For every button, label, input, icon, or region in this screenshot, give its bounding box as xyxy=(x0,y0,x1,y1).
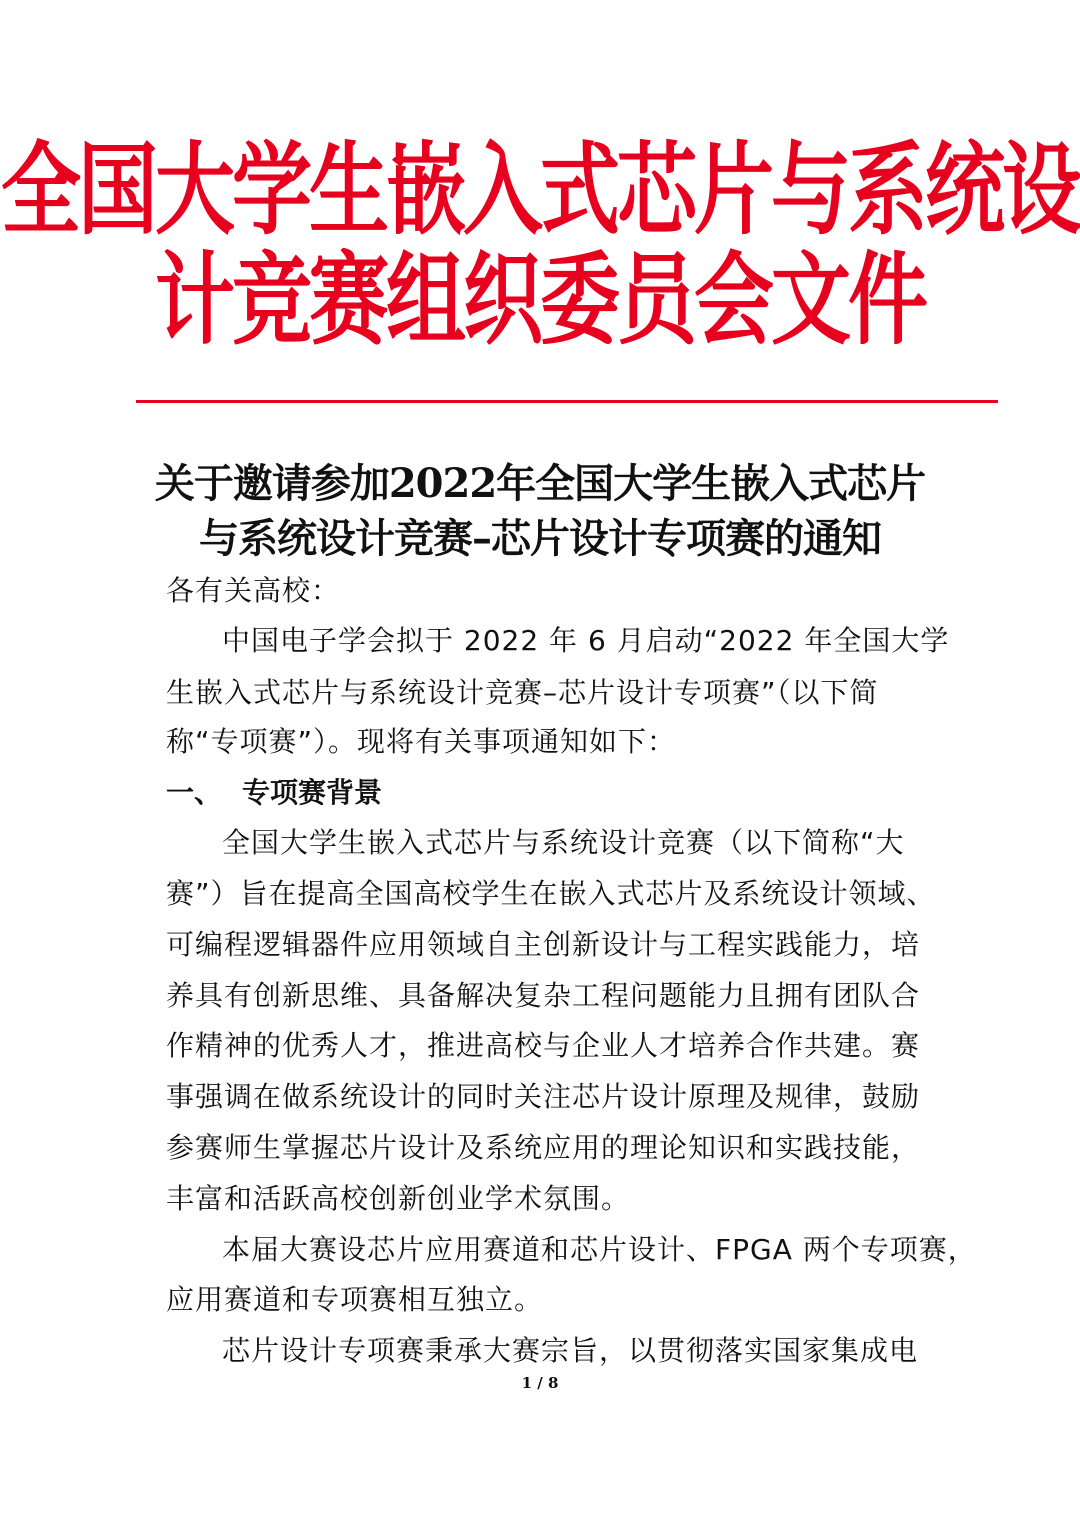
para3-line-1: 芯片设计专项赛秉承大赛宗旨，以贯彻落实国家集成电 xyxy=(222,1334,919,1367)
masthead-line-1: 全国大学生嵌入式芯片与系统设 xyxy=(1,131,1079,248)
intro-line-3: 称“专项赛”）。现将有关事项通知如下： xyxy=(166,725,677,758)
section-title: 专项赛背景 xyxy=(242,776,383,809)
para2-line-1: 本届大赛设芯片应用赛道和芯片设计、FPGA 两个专项赛， xyxy=(222,1233,977,1266)
para1-line-8: 丰富和活跃高校创新创业学术氛围。 xyxy=(166,1182,631,1215)
para1-line-4: 养具有创新思维、具备解决复杂工程问题能力且拥有团队合 xyxy=(166,979,921,1012)
para1-line-1: 全国大学生嵌入式芯片与系统设计竞赛（以下简称“大 xyxy=(222,826,905,859)
para1-line-2: 赛”）旨在提高全国高校学生在嵌入式芯片及系统设计领域、 xyxy=(166,877,936,910)
section-number: 一、 xyxy=(166,776,223,809)
salutation: 各有关高校： xyxy=(166,574,341,607)
masthead-line-2: 计竞赛组织委员会文件 xyxy=(155,241,925,358)
para1-line-5: 作精神的优秀人才，推进高校与企业人才培养合作共建。赛 xyxy=(166,1029,921,1062)
para1-line-6: 事强调在做系统设计的同时关注芯片设计原理及规律，鼓励 xyxy=(166,1080,921,1113)
intro-line-2: 生嵌入式芯片与系统设计竞赛–芯片设计专项赛”（以下简 xyxy=(166,676,879,709)
document-title-line-2: 与系统设计竞赛–芯片设计专项赛的通知 xyxy=(199,515,881,562)
section-heading-background xyxy=(166,773,382,813)
page-number: 1 / 8 xyxy=(521,1374,559,1392)
para1-line-3: 可编程逻辑器件应用领域自主创新设计与工程实践能力，培 xyxy=(166,928,921,961)
red-divider-rule xyxy=(136,400,998,403)
intro-line-1: 中国电子学会拟于 2022 年 6 月启动“2022 年全国大学 xyxy=(222,624,950,657)
document-title-line-1: 关于邀请参加2022年全国大学生嵌入式芯片 xyxy=(154,460,926,507)
para1-line-7: 参赛师生掌握芯片设计及系统应用的理论知识和实践技能， xyxy=(166,1131,921,1164)
para2-line-2: 应用赛道和专项赛相互独立。 xyxy=(166,1283,544,1316)
